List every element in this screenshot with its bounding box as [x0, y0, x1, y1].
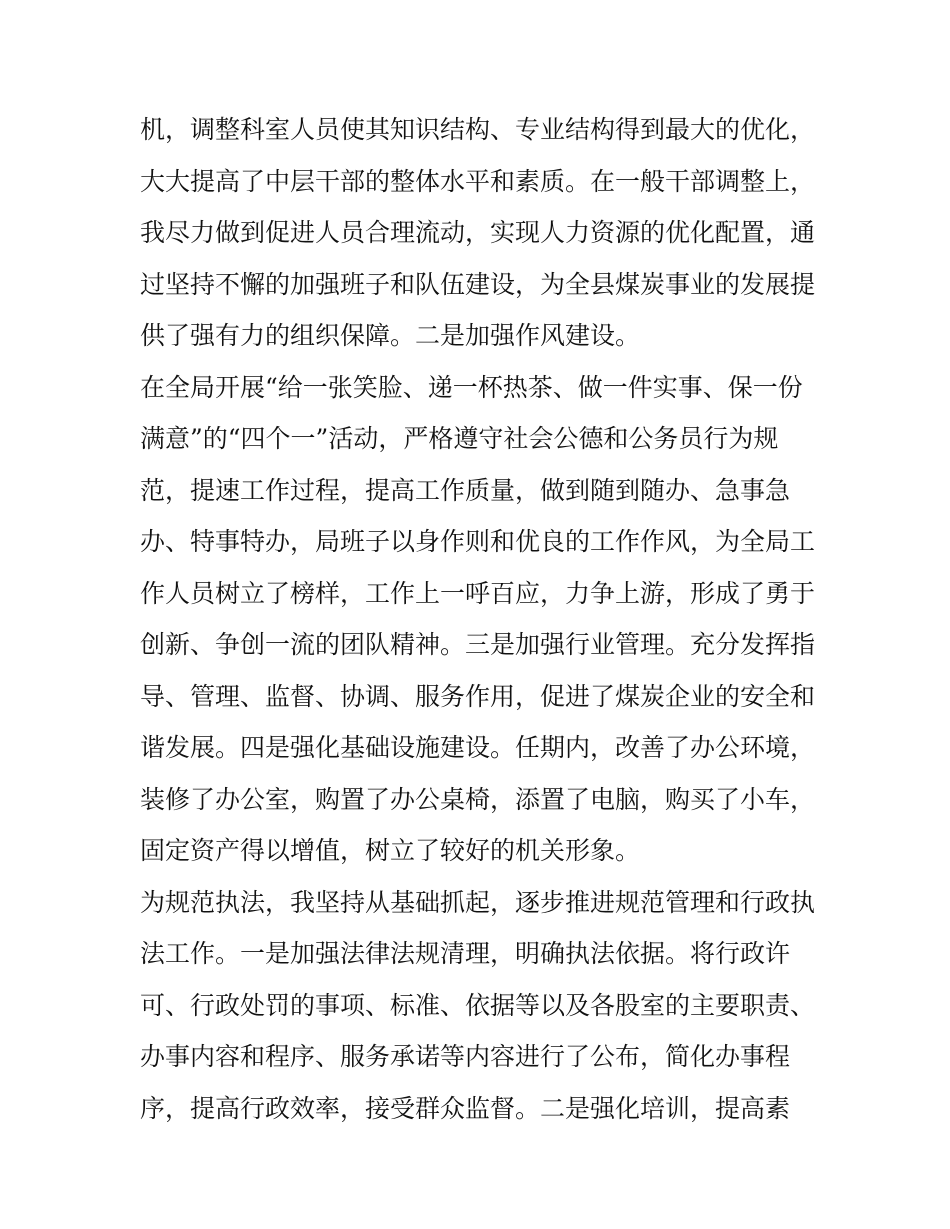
text-line: 可、行政处罚的事项、标准、依据等以及各股室的主要职责、 [140, 990, 816, 1020]
text-line: 装修了办公室，购置了办公桌椅，添置了电脑，购买了小车， [140, 784, 816, 814]
text-line: 办事内容和程序、服务承诺等内容进行了公布，简化办事程 [140, 1042, 791, 1071]
text-line: 固定资产得以增值，树立了较好的机关形象。 [140, 836, 641, 865]
body-text [140, 104, 820, 1134]
text-line: 机，调整科室人员使其知识结构、专业结构得到最大的优化， [140, 115, 816, 144]
text-line: 过坚持不懈的加强班子和队伍建设，为全县煤炭事业的发展提 [140, 269, 816, 299]
text-line: 序，提高行政效率，接受群众监督。二是强化培训，提高素 [140, 1093, 791, 1123]
text-line: 创新、争创一流的团队精神。三是加强行业管理。充分发挥指 [140, 630, 816, 659]
text-line: 导、管理、监督、协调、服务作用，促进了煤炭企业的安全和 [140, 681, 816, 711]
text-line: 为规范执法，我坚持从基础抓起，逐步推进规范管理和行政执 [140, 887, 816, 917]
text-line: 范，提速工作过程，提高工作质量，做到随到随办、急事急 [140, 475, 791, 505]
text-line: 法工作。一是加强法律法规清理，明确执法依据。将行政许 [140, 939, 791, 968]
text-line: 大大提高了中层干部的整体水平和素质。在一般干部调整上， [140, 166, 816, 196]
text-line: 谐发展。四是强化基础设施建设。任期内，改善了办公环境， [140, 733, 816, 762]
text-line: 办、特事特办，局班子以身作则和优良的工作作风，为全局工 [140, 527, 816, 556]
text-line: 供了强有力的组织保障。二是加强作风建设。 [140, 321, 641, 350]
text-line: 作人员树立了榜样，工作上一呼百应，力争上游，形成了勇于 [140, 578, 816, 608]
text-line: 我尽力做到促进人员合理流动，实现人力资源的优化配置，通 [140, 218, 816, 247]
text-line: 满意”的“四个一”活动，严格遵守社会公德和公务员行为规 [140, 424, 779, 453]
text-line: 在全局开展“给一张笑脸、递一杯热茶、做一件实事、保一份 [140, 372, 803, 402]
